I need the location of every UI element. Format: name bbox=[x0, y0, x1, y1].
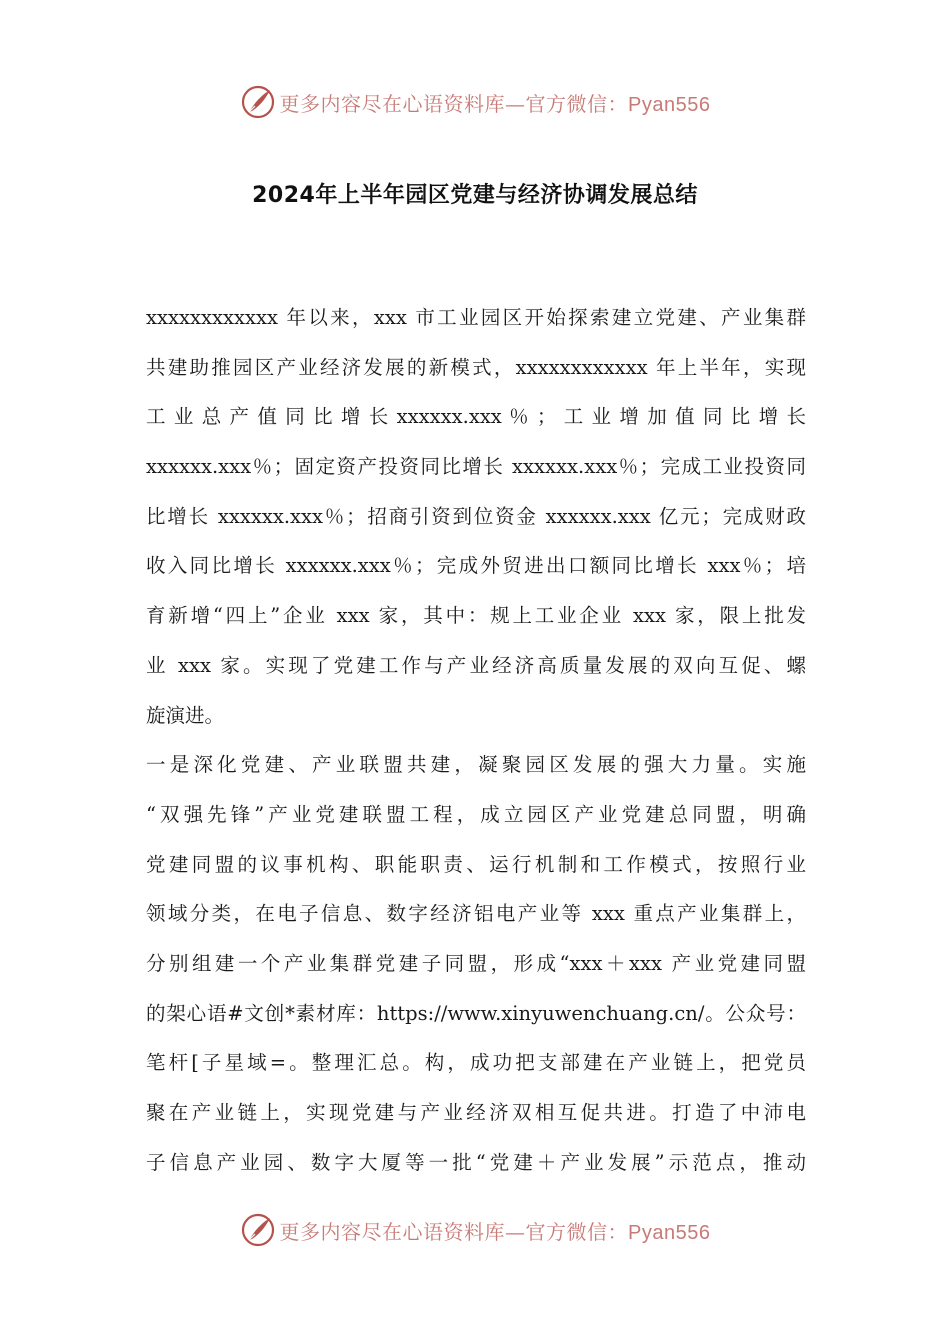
body-line: 工 业 总 产 值 同 比 增 长 xxxxxx.xxx ％ ； 工 业 增 加 值 同 比 增 长 bbox=[146, 405, 806, 429]
body-line: 收入同比增长 xxxxxx.xxx％；完成外贸进出口额同比增长 xxx％；培 bbox=[146, 554, 806, 578]
body-line: 共建助推园区产业经济发展的新模式，xxxxxxxxxxxx 年上半年，实现 bbox=[146, 355, 806, 379]
body-line: 党建同盟的议事机构、职能职责、运行机制和工作模式，按照行业 bbox=[146, 852, 806, 876]
watermark-banner-bottom bbox=[0, 1210, 950, 1250]
body-line: 聚在产业链上，实现党建与产业经济双相互促共进。打造了中沛电 bbox=[146, 1101, 806, 1124]
body-line: 业 xxx 家。实现了党建工作与产业经济高质量发展的双向互促、螺 bbox=[146, 653, 806, 677]
body-line: 笔杆[子星域=。整理汇总。构，成功把支部建在产业链上，把党员 bbox=[146, 1051, 806, 1075]
watermark-wechat-id: Pyan556 bbox=[628, 93, 711, 116]
watermark-text bbox=[280, 88, 711, 117]
watermark-prefix: 更多内容尽在心语资料库—官方微信： bbox=[279, 91, 629, 116]
body-line: 的架心语#文创*素材库：https://www.xinyuwenchuang.cn/。公众号： bbox=[146, 1001, 806, 1025]
watermark-wechat-id: Pyan556 bbox=[628, 1221, 711, 1244]
watermark-text bbox=[280, 1216, 711, 1245]
body-line: “双强先锋”产业党建联盟工程，成立园区产业党建总同盟，明确 bbox=[146, 802, 806, 826]
body-line: 旋演进。 bbox=[146, 703, 225, 727]
body-line: 分别组建一个产业集群党建子同盟，形成“xxx＋xxx 产业党建同盟 bbox=[146, 951, 806, 975]
watermark-banner-top bbox=[0, 82, 950, 122]
body-line: 领域分类，在电子信息、数字经济铝电产业等 xxx 重点产业集群上， bbox=[146, 902, 806, 926]
body-line: 一是深化党建、产业联盟共建，凝聚园区发展的强大力量。实施 bbox=[146, 753, 806, 777]
body-line: 比增长 xxxxxx.xxx％；招商引资到位资金 xxxxxx.xxx 亿元；完成财政 bbox=[146, 504, 806, 528]
body-line: 子信息产业园、数字大厦等一批“党建＋产业发展”示范点，推动 bbox=[146, 1150, 806, 1174]
quill-pen-icon bbox=[240, 84, 276, 120]
document-body bbox=[146, 293, 806, 1187]
quill-pen-icon bbox=[240, 1212, 276, 1248]
body-line: xxxxxx.xxx％；固定资产投资同比增长 xxxxxx.xxx％；完成工业投资同 bbox=[146, 455, 806, 479]
body-line: 育新增“四上”企业 xxx 家，其中：规上工业企业 xxx 家，限上批发 bbox=[146, 604, 806, 628]
body-line: xxxxxxxxxxxx 年以来，xxx 市工业园区开始探索建立党建、产业集群 bbox=[146, 306, 806, 329]
watermark-prefix: 更多内容尽在心语资料库—官方微信： bbox=[279, 1219, 629, 1244]
document-title: 2024年上半年园区党建与经济协调发展总结 bbox=[252, 183, 698, 208]
